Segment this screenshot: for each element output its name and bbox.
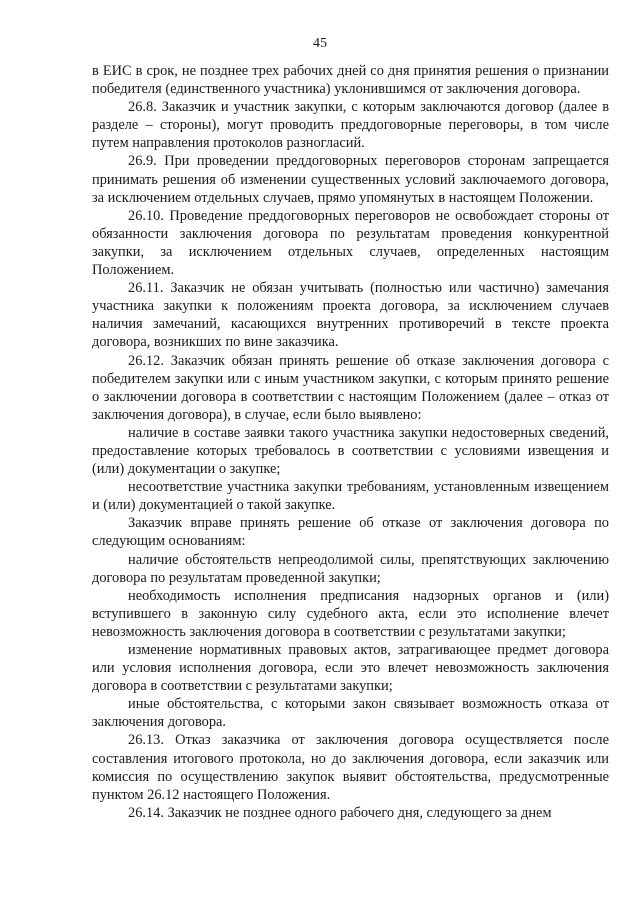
paragraph-26-12: 26.12. Заказчик обязан принять решение об отказе заключения договора с победителем закупки или с иным участником закупки, с которым принято решение о заключении договора в соответствии с настоящим Положением (далее – отказ от заключения договора), в случае, если было выявлено: [92,352,609,423]
paragraph: в ЕИС в срок, не позднее трех рабочих дней со дня принятия решения о признании победителя (единственного участника) уклонившимся от заключения договора. [92,63,609,98]
document-body [92,62,609,822]
list-item: изменение нормативных правовых актов, затрагивающее предмет договора или условия исполнения договора, если это влечет невозможность заключения договора в соответствии с результатами закупки; [92,642,609,695]
paragraph-26-9: 26.9. При проведении преддоговорных переговоров сторонам запрещается принимать решения об изменении существенных условий заключаемого договора, за исключением отдельных случаев, прямо упомянутых в настоящем Положении. [92,153,609,206]
page-number: 45 [313,36,327,51]
paragraph-26-10: 26.10. Проведение преддоговорных переговоров не освобождает стороны от обязанности заключения договора по результатам проведения конкурентной закупки, за исключением отдельных случаев, определенных настоящим Положением. [92,207,609,279]
list-item: наличие в составе заявки такого участника закупки недостоверных сведений, предоставление которых требовалось в соответствии с условиями извещения и (или) документации о закупке; [92,424,609,478]
list-item: иные обстоятельства, с которыми закон связывает возможность отказа от заключения договора. [92,696,609,731]
paragraph-26-13: 26.13. Отказ заказчика от заключения договора осуществляется после составления итогового протокола, но до заключения договора, если заказчик или комиссия по осуществлению закупок выявит обстоятельства, предусмотренные пунктом 26.12 настоящего Положения. [92,732,609,803]
list-item: несоответствие участника закупки требованиям, установленным извещением и (или) документацией о такой закупке. [92,479,609,514]
paragraph-26-11: 26.11. Заказчик не обязан учитывать (полностью или частично) замечания участника закупки к положениям проекта договора, за исключением случаев наличия замечаний, касающихся внутренних противоречий в тексте проекта договора, возникших по вине заказчика. [92,280,609,351]
paragraph-26-14: 26.14. Заказчик не позднее одного рабочего дня, следующего за днем [128,804,552,821]
paragraph: Заказчик вправе принять решение об отказе от заключения договора по следующим основаниям: [92,515,609,550]
list-item: необходимость исполнения предписания надзорных органов и (или) вступившего в законную силу судебного акта, если это исполнение влечет невозможность заключения договора в соответствии с результатами закупки; [92,587,609,640]
list-item: наличие обстоятельств непреодолимой силы, препятствующих заключению договора по результатам проведенной закупки; [92,551,609,586]
paragraph-26-8: 26.8. Заказчик и участник закупки, с которым заключаются договор (далее в разделе – стороны), могут проводить преддоговорные переговоры, в том числе путем направления протоколов разногласий. [92,99,609,152]
